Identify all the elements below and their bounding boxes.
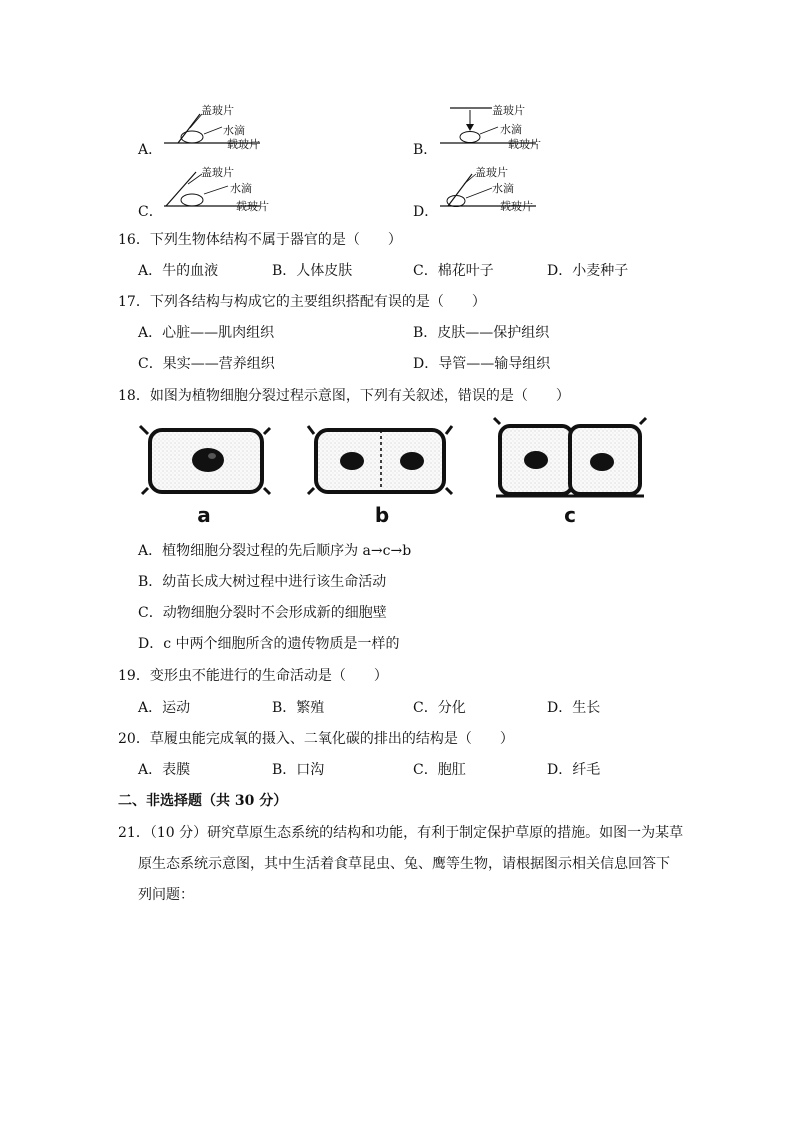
q15-option-c-letter: C． (138, 204, 163, 220)
q16-option-c: C．棉花叶子 (413, 263, 494, 279)
q20-option-d: D．纤毛 (547, 762, 601, 778)
q17-option-b: B．皮肤——保护组织 (413, 325, 550, 341)
q21-line-3: 列问题： (138, 887, 194, 903)
q15-a-cover-label: 盖玻片 (201, 104, 234, 117)
q16-stem: 16．下列生物体结构不属于器官的是（ ） (118, 232, 402, 248)
q18-option-a: A．植物细胞分裂过程的先后顺序为 a→c→b (138, 543, 412, 559)
q15-c-slide-label: 载玻片 (236, 200, 269, 213)
figure-label-b: b (374, 503, 390, 527)
q18-option-b: B．幼苗长成大树过程中进行该生命活动 (138, 574, 387, 590)
q20-option-b: B．口沟 (272, 762, 325, 778)
q15-c-water-label: 水滴 (230, 182, 252, 195)
q15-d-water-label: 水滴 (492, 182, 514, 195)
q17-option-d: D．导管——输导组织 (413, 356, 551, 372)
cell-a (140, 426, 270, 494)
q20-option-a: A．表膜 (138, 762, 191, 778)
cell-b (308, 426, 452, 494)
q15-b-cover-label: 盖玻片 (492, 104, 525, 117)
q18-option-c: C．动物细胞分裂时不会形成新的细胞壁 (138, 605, 387, 621)
q18-stem: 18．如图为植物细胞分裂过程示意图，下列有关叙述，错误的是（ ） (118, 388, 570, 404)
q19-option-b: B．繁殖 (272, 700, 325, 716)
q15-d-cover-label: 盖玻片 (475, 166, 508, 179)
figure-label-c: c (564, 503, 576, 527)
cell-c (494, 418, 646, 496)
q17-stem: 17．下列各结构与构成它的主要组织搭配有误的是（ ） (118, 294, 486, 310)
q19-option-a: A．运动 (138, 700, 191, 716)
q15-option-d-letter: D． (413, 204, 439, 220)
q17-option-c: C．果实——营养组织 (138, 356, 275, 372)
q19-option-c: C．分化 (413, 700, 466, 716)
q16-option-d: D．小麦种子 (547, 263, 629, 279)
cell-division-figure (138, 414, 648, 530)
section-title: 二、非选择题（共 30 分） (118, 793, 288, 809)
q15-a-slide-label: 载玻片 (227, 138, 260, 151)
q20-stem: 20．草履虫能完成氧的摄入、二氧化碳的排出的结构是（ ） (118, 731, 514, 747)
q16-option-b: B．人体皮肤 (272, 263, 353, 279)
q15-c-cover-label: 盖玻片 (201, 166, 234, 179)
q15-b-slide-label: 载玻片 (508, 138, 541, 151)
q15-b-water-label: 水滴 (500, 123, 522, 136)
figure-label-a: a (197, 503, 211, 527)
q15-option-a-letter: A． (138, 142, 163, 158)
q21-line-2: 原生态系统示意图，其中生活着食草昆虫、兔、鹰等生物，请根据图示相关信息回答下 (138, 856, 670, 872)
q17-option-a: A．心脏——肌肉组织 (138, 325, 275, 341)
q19-stem: 19．变形虫不能进行的生命活动是（ ） (118, 668, 388, 684)
q15-option-b-letter: B． (413, 142, 438, 158)
q21-line-1: 21．（10 分）研究草原生态系统的结构和功能，有利于制定保护草原的措施。如图一为某草 (118, 825, 684, 841)
q15-a-water-label: 水滴 (223, 124, 245, 137)
q18-option-d: D．c 中两个细胞所含的遗传物质是一样的 (138, 636, 400, 652)
q19-option-d: D．生长 (547, 700, 601, 716)
q16-option-a: A．牛的血液 (138, 263, 219, 279)
q15-d-slide-label: 载玻片 (500, 200, 533, 213)
q20-option-c: C．胞肛 (413, 762, 466, 778)
